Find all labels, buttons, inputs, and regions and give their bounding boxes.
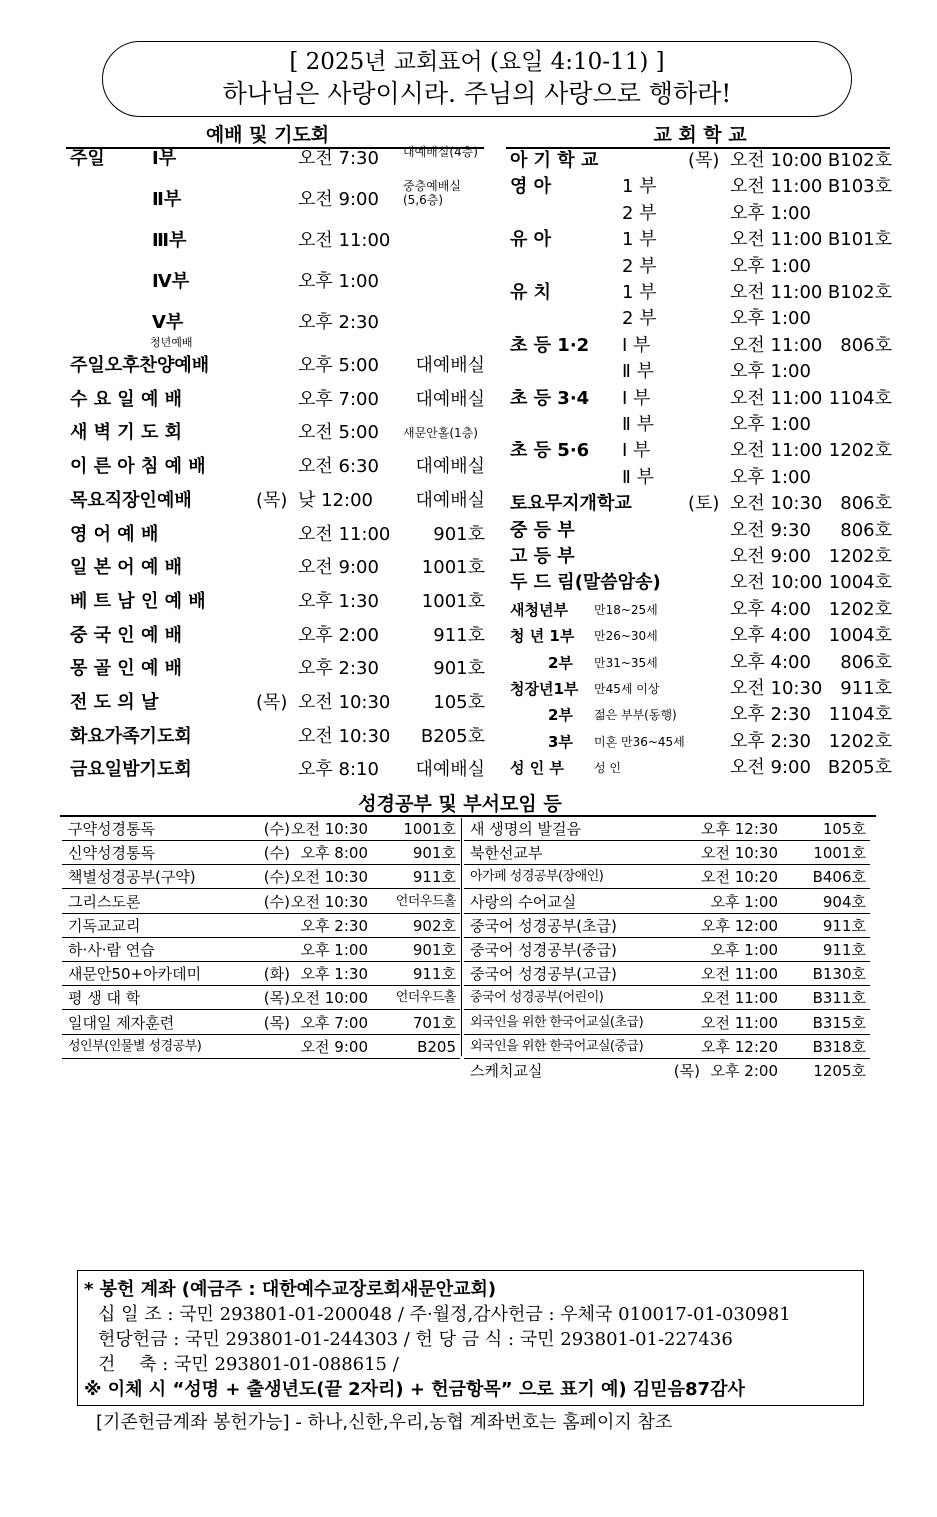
school-time: 오후 1:00: [730, 308, 811, 330]
school-place: 806호: [840, 493, 892, 515]
worship-place: 901호: [433, 523, 485, 545]
worship-time: 오전 9:00: [298, 557, 379, 579]
worship-name: 새 벽 기 도 회: [70, 422, 183, 444]
service-place: 중층예배실 (5,6층): [403, 179, 461, 207]
worship-heading: 예배 및 기도회: [205, 124, 330, 146]
school-row: [510, 412, 892, 438]
study-time: 오전 10:30: [291, 820, 368, 838]
worship-place: 대예배실: [415, 388, 485, 410]
school-row: [510, 306, 892, 332]
school-time: 오후 2:30: [730, 704, 811, 726]
school-place: 1202호: [828, 546, 892, 567]
service-time: 오전 7:30: [298, 148, 379, 169]
worship-time: 오후 5:00: [298, 355, 379, 376]
school-time: 오후 2:30: [730, 730, 811, 752]
sunday-service-row: [70, 267, 485, 297]
worship-row: [70, 351, 485, 381]
study-time: 오후 7:00: [300, 1013, 368, 1032]
school-place: 1202호: [828, 440, 892, 462]
school-dept-age: 만31~35세: [594, 655, 658, 670]
study-row: [62, 986, 460, 1010]
study-row: [464, 962, 870, 986]
worship-row: [70, 418, 485, 448]
study-time: 오후 8:00: [300, 844, 368, 863]
school-time: 오전 10:00: [730, 150, 823, 171]
study-name: 중국어 성경공부(고급): [470, 965, 617, 984]
school-time: 오후 1:00: [730, 414, 811, 435]
school-place: 1004호: [828, 625, 892, 647]
school-dept-age: 만45세 이상: [594, 682, 660, 696]
school-dept-part: 2 부: [622, 255, 657, 277]
school-time: 오전 11:00: [730, 387, 823, 409]
school-day: (목): [688, 150, 720, 171]
school-place: 1004호: [828, 572, 892, 594]
worship-place: 901호: [433, 658, 485, 680]
worship-place: B205호: [420, 725, 485, 747]
school-row: [510, 174, 892, 200]
school-dept-name: 2부: [548, 706, 573, 725]
school-dept-age: 만18~25세: [594, 602, 658, 617]
school-row: [510, 148, 892, 174]
worship-row: [70, 755, 485, 785]
school-time: 오전 9:30: [730, 519, 811, 541]
study-day: (수): [263, 868, 290, 887]
study-name: 새 생명의 발걸음: [470, 820, 581, 838]
school-dept-part: 2 부: [622, 308, 657, 330]
study-name: 새문안50+아카데미: [68, 965, 202, 984]
study-row: [464, 841, 870, 865]
study-row: [62, 817, 460, 841]
school-dept-part: 2 부: [622, 202, 657, 224]
school-dept-part: 1 부: [622, 176, 657, 198]
school-time: 오전 11:00: [730, 282, 823, 303]
school-row: [510, 518, 892, 544]
school-dept-name: 영 아: [510, 176, 552, 198]
study-place: B406호: [812, 868, 866, 887]
study-time: 오후 2:30: [300, 916, 368, 935]
sunday-service-row: [70, 144, 485, 174]
offering-footer: [기존헌금계좌 봉헌가능] - 하나,신한,우리,농협 계좌번호는 홈페이지 참조: [96, 1412, 673, 1433]
worship-time: 오후 1:30: [298, 590, 379, 612]
study-place: B311호: [812, 989, 866, 1008]
study-row: [464, 890, 870, 914]
school-row: [510, 201, 892, 227]
study-place: 904호: [822, 892, 866, 911]
study-place: 105호: [822, 820, 866, 838]
study-time: 오전 11:00: [701, 989, 778, 1008]
school-dept-name: 새청년부: [510, 600, 568, 619]
school-dept-name: 3부: [548, 732, 573, 751]
school-row: [510, 333, 892, 359]
school-row: [510, 254, 892, 280]
study-name: 아가페 성경공부(장애인): [470, 869, 604, 885]
school-dept-part: Ⅱ 부: [622, 361, 654, 383]
school-place: 911호: [840, 678, 892, 699]
study-row: [62, 938, 460, 962]
worship-time: 오후 7:00: [298, 388, 379, 410]
study-name: 일대일 제자훈련: [68, 1013, 175, 1032]
worship-row: [70, 553, 485, 583]
study-name: 책별성경공부(구약): [68, 868, 196, 887]
study-time: 오전 10:20: [701, 868, 778, 887]
school-time: 오전 9:00: [730, 757, 811, 779]
bible-heading: 성경공부 및 부서모임 등: [358, 793, 562, 815]
worship-row: [70, 587, 485, 617]
study-name: 외국인을 위한 한국어교실(초급): [470, 1014, 644, 1030]
study-name: 구약성경통독: [68, 820, 155, 838]
school-dept-name: 2부: [548, 653, 573, 672]
study-place: 901호: [412, 941, 456, 959]
study-time: 오전 10:30: [701, 844, 778, 863]
worship-name: 전 도 의 날: [70, 692, 159, 713]
service-time: 오후 2:30: [298, 312, 379, 333]
offering-transfer-note: ※ 이체 시 “성명 + 출생년도(끝 2자리) + 헌금항목” 으로 표기 예) 김믿음87감사: [84, 1379, 745, 1400]
school-time: 오전 11:00: [730, 440, 823, 462]
study-time: 오후 1:00: [710, 892, 778, 911]
worship-time: 오전 5:00: [298, 422, 379, 444]
service-place: 대예배실(4층): [403, 145, 478, 159]
service-part: Ⅰ부: [152, 148, 177, 169]
study-time: 오후 1:00: [300, 941, 368, 959]
worship-place: 새문안홀(1층): [403, 426, 478, 441]
school-dept-part: Ⅰ 부: [622, 334, 651, 356]
school-place: B102호: [827, 150, 892, 171]
school-row: [510, 491, 892, 517]
study-place: 911호: [822, 916, 866, 935]
school-row: [510, 280, 892, 306]
study-time: 오후 2:00: [710, 1062, 778, 1080]
worship-time: 오전 10:30: [298, 725, 391, 747]
study-row: [464, 1011, 870, 1035]
worship-name: 주일오후찬양예배: [70, 355, 210, 376]
offering-box: [77, 1270, 864, 1406]
study-place: 언더우드홀: [395, 893, 456, 909]
service-part: Ⅳ부: [152, 271, 190, 292]
worship-time: 오후 2:00: [298, 624, 379, 646]
study-name: 성인부(인물별 성경공부): [68, 1038, 202, 1054]
worship-day: (목): [256, 489, 288, 511]
school-time: 오후 1:00: [730, 466, 811, 488]
worship-time: 오전 10:30: [298, 692, 391, 713]
motto-verse: 하나님은 사랑이시라. 주님의 사랑으로 행하라!: [222, 79, 732, 108]
study-place: B130호: [812, 965, 866, 984]
service-part: Ⅴ부: [152, 312, 184, 333]
sunday-service-row: [70, 226, 485, 256]
worship-time: 오전 6:30: [298, 456, 379, 478]
school-time: 오전 11:00: [730, 176, 823, 198]
school-heading: 교 회 학 교: [653, 124, 747, 146]
school-dept-name: 청장년1부: [510, 680, 579, 698]
study-place: B318호: [812, 1037, 866, 1056]
worship-place: 대예배실: [415, 355, 485, 376]
sunday-service-row: [70, 179, 485, 215]
motto-box: [102, 41, 852, 117]
school-row: [510, 755, 892, 781]
worship-row: [70, 520, 485, 550]
school-dept-name: 두 드 림(말씀암송): [510, 572, 661, 594]
study-time: 오후 12:20: [701, 1037, 778, 1056]
study-place: 언더우드홀: [395, 990, 456, 1006]
school-dept-age: 성 인: [594, 761, 621, 776]
worship-name: 이 른 아 침 예 배: [70, 456, 206, 478]
study-place: 911호: [412, 965, 456, 984]
school-row: [510, 465, 892, 491]
study-row: [62, 890, 460, 914]
study-name: 중국어 성경공부(초급): [470, 916, 617, 935]
school-dept-name: 초 등 1·2: [510, 334, 590, 356]
school-time: 오전 10:30: [730, 678, 823, 699]
school-place: 806호: [840, 519, 892, 541]
study-name: 중국어 성경공부(어린이): [470, 990, 604, 1006]
study-place: 901호: [412, 844, 456, 863]
study-day: (수): [263, 820, 290, 838]
school-dept-name: 중 등 부: [510, 519, 575, 541]
study-time: 오후 12:00: [701, 916, 778, 935]
worship-row: [70, 688, 485, 718]
study-time: 오전 11:00: [701, 1013, 778, 1032]
study-day: (화): [263, 965, 290, 984]
school-row: [510, 359, 892, 385]
school-row: [510, 702, 892, 728]
study-name: 사랑의 수어교실: [470, 892, 577, 911]
school-time: 오전 11:00: [730, 334, 823, 356]
school-dept-part: Ⅰ 부: [622, 440, 651, 462]
school-place: 1202호: [828, 730, 892, 752]
school-time: 오후 4:00: [730, 651, 811, 673]
worship-time: 오후 2:30: [298, 658, 379, 680]
study-row: [464, 986, 870, 1010]
school-place: B101호: [827, 229, 892, 251]
study-time: 오전 10:30: [291, 892, 368, 911]
study-row: [464, 865, 870, 889]
worship-row: [70, 385, 485, 415]
study-day: (목): [263, 1013, 290, 1032]
school-dept-part: 1 부: [622, 229, 657, 251]
school-dept-part: Ⅱ 부: [622, 414, 654, 435]
worship-time: 오후 8:10: [298, 759, 379, 781]
offering-account-building: 헌당헌금 : 국민 293801-01-244303 / 헌 당 금 식 : 국민 293801-01-227436: [98, 1329, 733, 1350]
sunday-label: 주일: [70, 148, 105, 169]
school-time: 오전 11:00: [730, 229, 823, 251]
school-time: 오전 10:30: [730, 493, 823, 515]
study-time: 오전 10:30: [291, 868, 368, 887]
school-time: 오후 1:00: [730, 361, 811, 383]
school-row: [510, 729, 892, 755]
school-row: [510, 650, 892, 676]
study-name: 그리스도론: [68, 892, 141, 911]
school-place: 1202호: [828, 598, 892, 620]
school-day: (토): [688, 493, 720, 515]
study-name: 신약성경통독: [68, 844, 155, 863]
school-dept-age: 만26~30세: [594, 629, 658, 644]
worship-name: 중 국 인 예 배: [70, 624, 183, 646]
study-name: 외국인을 위한 한국어교실(중급): [470, 1038, 644, 1054]
study-name: 북한선교부: [470, 844, 543, 863]
school-time: 오후 4:00: [730, 625, 811, 647]
worship-name: 베 트 남 인 예 배: [70, 590, 206, 612]
school-dept-name: 고 등 부: [510, 546, 575, 567]
school-row: [510, 544, 892, 570]
study-place: 1001호: [403, 820, 456, 838]
study-time: 오후 1:30: [300, 965, 368, 984]
school-dept-name: 청 년 1부: [510, 627, 575, 646]
service-part: Ⅲ부: [152, 230, 187, 251]
worship-place: 대예배실: [415, 489, 485, 511]
school-row: [510, 227, 892, 253]
study-place: 1205호: [813, 1062, 866, 1080]
school-place: B102호: [827, 282, 892, 303]
study-time: 오후 1:00: [710, 941, 778, 959]
school-time: 오후 4:00: [730, 598, 811, 620]
school-dept-name: 유 아: [510, 229, 552, 251]
worship-place: 1001호: [421, 590, 485, 612]
school-dept-name: 아 기 학 교: [510, 150, 599, 171]
study-name: 하·사·람 연습: [68, 941, 155, 959]
worship-name: 영 어 예 배: [70, 523, 159, 545]
worship-row: [70, 654, 485, 684]
school-row: [510, 597, 892, 623]
motto-title: [ 2025년 교회표어 (요일 4:10-11) ]: [289, 49, 665, 75]
bible-table-divider: [461, 818, 462, 1056]
service-time: 오전 11:00: [298, 230, 391, 251]
study-row: [62, 1035, 460, 1059]
study-row: [464, 938, 870, 962]
worship-name: 화요가족기도회: [70, 725, 192, 747]
school-time: 오후 1:00: [730, 255, 811, 277]
study-place: B315호: [812, 1013, 866, 1032]
school-place: 806호: [840, 334, 892, 356]
study-place: 701호: [412, 1013, 456, 1032]
study-day: (수): [263, 844, 290, 863]
worship-place: 105호: [433, 692, 485, 713]
school-place: 1104호: [828, 704, 892, 726]
study-name: 기독교교리: [68, 916, 141, 935]
worship-row: [70, 621, 485, 651]
worship-name: 수 요 일 예 배: [70, 388, 183, 410]
school-time: 오후 1:00: [730, 202, 811, 224]
school-dept-part: Ⅰ 부: [622, 387, 651, 409]
study-place: 911호: [822, 941, 866, 959]
study-place: B205: [417, 1037, 456, 1056]
worship-row: [70, 452, 485, 482]
study-place: 911호: [412, 868, 456, 887]
service-time: 오후 1:00: [298, 271, 379, 292]
offering-header: * 봉헌 계좌 (예금주 : 대한예수교장로회새문안교회): [84, 1279, 497, 1300]
school-row: [510, 438, 892, 464]
worship-time: 오전 11:00: [298, 523, 391, 545]
sunday-service-row: [70, 308, 485, 349]
school-dept-name: 성 인 부: [510, 759, 564, 778]
worship-day: (목): [256, 692, 288, 713]
study-name: 중국어 성경공부(중급): [470, 941, 617, 959]
worship-name: 금요일밤기도회: [70, 759, 192, 781]
study-row: [62, 914, 460, 938]
school-dept-age: 젊은 부부(동행): [594, 708, 677, 723]
school-place: 806호: [840, 651, 892, 673]
study-time: 오전 9:00: [300, 1037, 368, 1056]
school-dept-name: 초 등 5·6: [510, 440, 590, 462]
youth-service-note: 청년예배: [150, 336, 193, 349]
study-row: [62, 841, 460, 865]
study-row: [464, 914, 870, 938]
study-name: 스케치교실: [470, 1062, 543, 1080]
study-time: 오후 12:30: [701, 820, 778, 838]
school-time: 오전 9:00: [730, 546, 811, 567]
school-time: 오전 10:00: [730, 572, 823, 594]
school-place: 1104호: [828, 387, 892, 409]
study-row: [464, 817, 870, 841]
study-day: (목): [263, 989, 290, 1008]
service-part: Ⅱ부: [152, 189, 182, 210]
study-row: [62, 865, 460, 889]
study-row: [464, 1059, 870, 1083]
study-row: [464, 1035, 870, 1059]
worship-place: 대예배실: [415, 759, 485, 781]
study-day: (수): [263, 892, 290, 911]
worship-row: [70, 722, 485, 752]
study-row: [62, 1011, 460, 1035]
school-row: [510, 386, 892, 412]
school-dept-part: Ⅱ 부: [622, 466, 654, 488]
worship-name: 일 본 어 예 배: [70, 557, 183, 579]
worship-row: [70, 486, 485, 516]
worship-place: 1001호: [421, 557, 485, 579]
school-dept-age: 미혼 만36~45세: [594, 734, 685, 749]
offering-account-tithe: 십 일 조 : 국민 293801-01-200048 / 주·월정,감사헌금 : 우체국 010017-01-030981: [98, 1304, 791, 1325]
worship-name: 목요직장인예배: [70, 489, 192, 511]
study-day: (목): [673, 1062, 700, 1080]
worship-place: 911호: [433, 624, 485, 646]
school-place: B205호: [827, 757, 892, 779]
offering-account-construction: 건 축 : 국민 293801-01-088615 /: [98, 1354, 399, 1375]
study-time: 오전 10:00: [291, 989, 368, 1008]
school-row: [510, 623, 892, 649]
worship-time: 낮 12:00: [298, 489, 373, 511]
worship-name: 몽 골 인 예 배: [70, 658, 183, 680]
school-row: [510, 570, 892, 596]
worship-place: 대예배실: [415, 456, 485, 478]
service-time: 오전 9:00: [298, 189, 379, 210]
study-place: 1001호: [813, 844, 866, 863]
study-place: 902호: [412, 916, 456, 935]
school-dept-name: 유 치: [510, 282, 552, 303]
school-row: [510, 676, 892, 702]
school-dept-part: 1 부: [622, 282, 657, 303]
study-time: 오전 11:00: [701, 965, 778, 984]
school-dept-name: 초 등 3·4: [510, 387, 590, 409]
study-row: [62, 962, 460, 986]
school-dept-name: 토요무지개학교: [510, 493, 632, 515]
study-name: 평 생 대 학: [68, 989, 141, 1008]
school-place: B103호: [827, 176, 892, 198]
